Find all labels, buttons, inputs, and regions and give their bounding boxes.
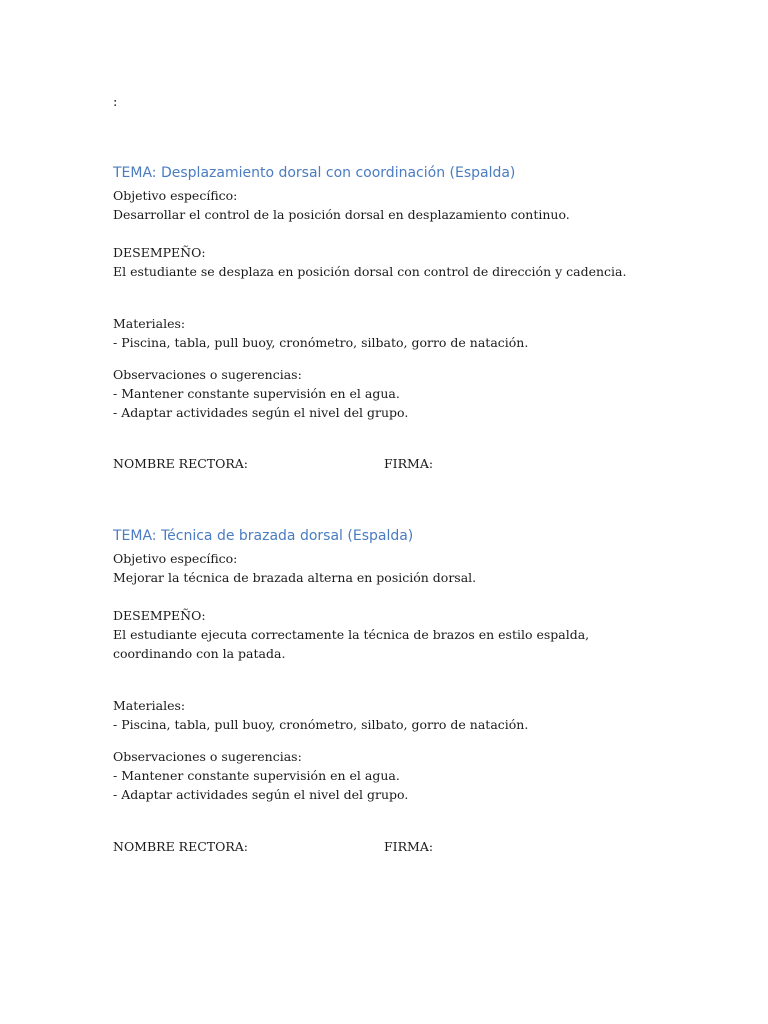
performance-text: El estudiante se desplaza en posición dorsal con control de dirección y cadencia.	[113, 264, 627, 279]
performance-label: DESEMPEÑO:	[113, 245, 206, 260]
observation-item: - Adaptar actividades según el nivel del grupo.	[113, 405, 409, 420]
objective-text: Desarrollar el control de la posición dorsal en desplazamiento continuo.	[113, 207, 570, 222]
signature-row	[113, 454, 658, 473]
section-title: TEMA: Desplazamiento dorsal con coordinación (Espalda)	[113, 165, 516, 181]
materials-label: Materiales:	[113, 316, 186, 331]
rector-label: NOMBRE RECTORA:	[113, 456, 249, 471]
observations-label: Observaciones o sugerencias:	[113, 367, 302, 382]
materials-text: - Piscina, tabla, pull buoy, cronómetro, silbato, gorro de natación.	[113, 717, 529, 732]
observation-item: - Mantener constante supervisión en el agua.	[113, 768, 400, 783]
observations-label: Observaciones o sugerencias:	[113, 749, 302, 764]
materials-text: - Piscina, tabla, pull buoy, cronómetro, silbato, gorro de natación.	[113, 335, 529, 350]
materials-label: Materiales:	[113, 698, 186, 713]
observation-item: - Adaptar actividades según el nivel del grupo.	[113, 787, 409, 802]
signature-label: FIRMA:	[384, 839, 434, 854]
section-title: TEMA: Técnica de brazada dorsal (Espalda)	[113, 528, 414, 544]
objective-label: Objetivo específico:	[113, 188, 238, 203]
objective-text: Mejorar la técnica de brazada alterna en posición dorsal.	[113, 570, 477, 585]
signature-row	[113, 837, 658, 856]
performance-text: El estudiante ejecuta correctamente la técnica de brazos en estilo espalda, coordinando con la patada.	[113, 627, 590, 661]
performance-label: DESEMPEÑO:	[113, 608, 206, 623]
objective-label: Objetivo específico:	[113, 551, 238, 566]
signature-label: FIRMA:	[384, 456, 434, 471]
leading-colon: :	[113, 95, 118, 110]
observation-item: - Mantener constante supervisión en el agua.	[113, 386, 400, 401]
rector-label: NOMBRE RECTORA:	[113, 839, 249, 854]
